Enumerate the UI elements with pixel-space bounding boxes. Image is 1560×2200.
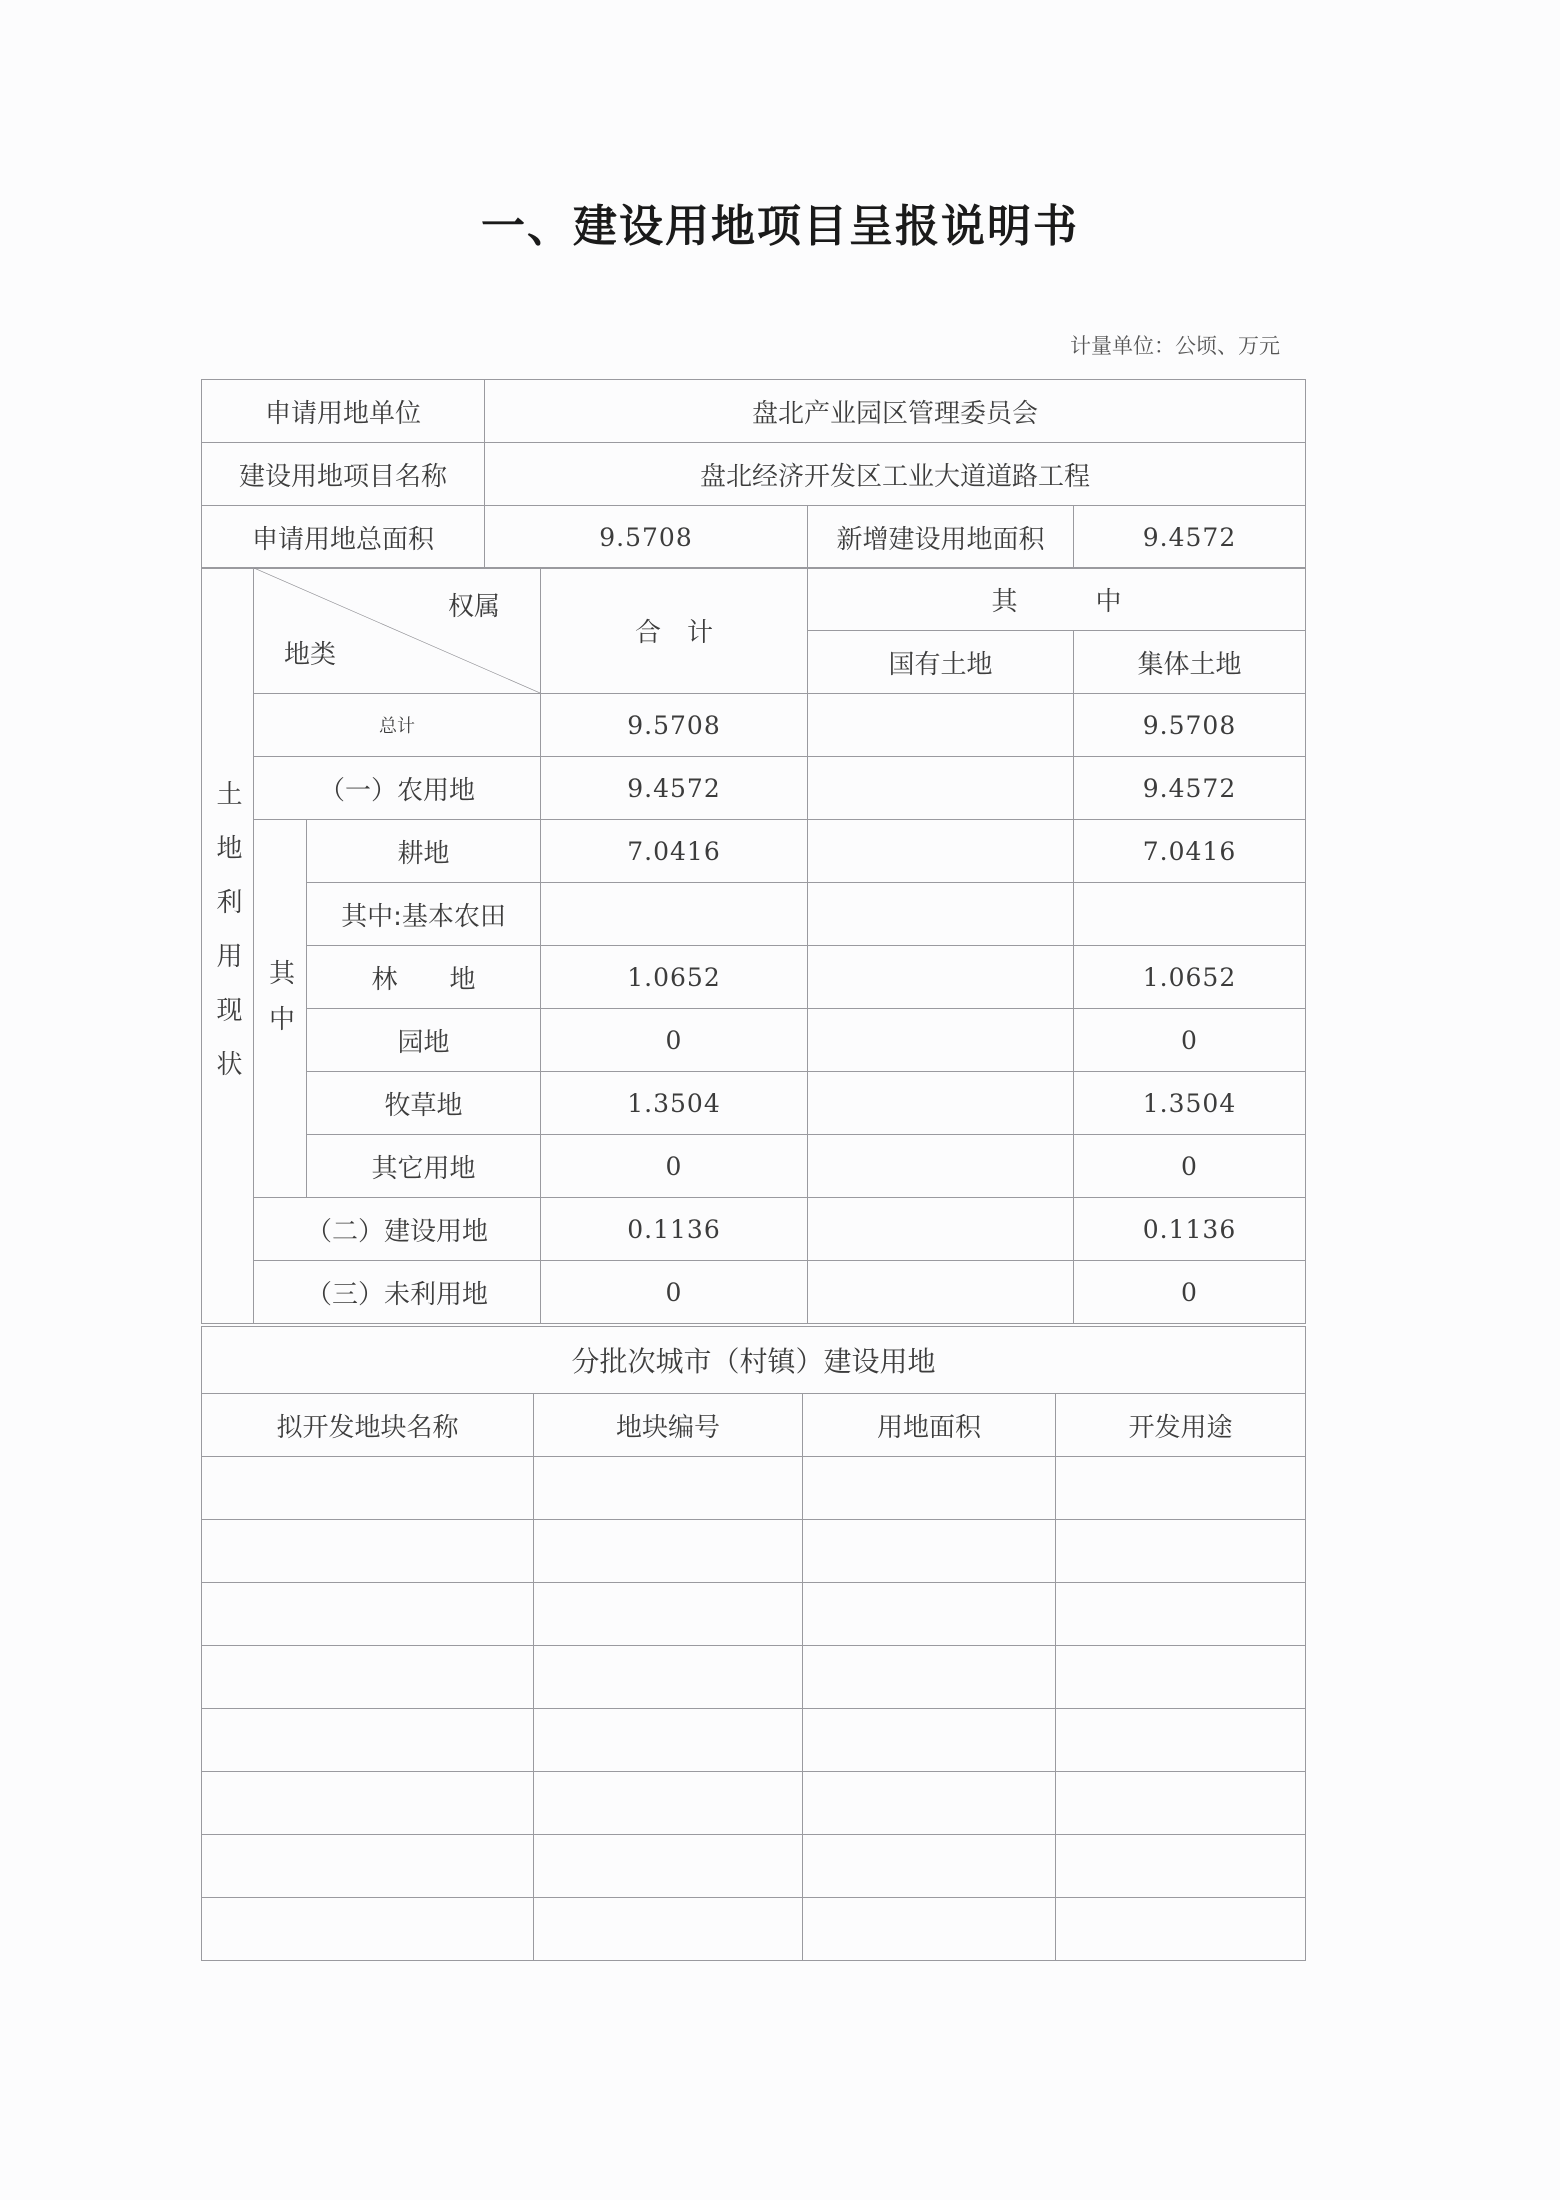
row-label: （三）未利用地 <box>254 1261 541 1324</box>
state-cell <box>808 757 1074 820</box>
batch-cell <box>534 1520 803 1583</box>
batch-title: 分批次城市（村镇）建设用地 <box>202 1327 1306 1394</box>
batch-cell <box>1056 1583 1306 1646</box>
state-cell <box>808 1261 1074 1324</box>
batch-cell <box>202 1583 534 1646</box>
table-row <box>202 1835 1306 1898</box>
batch-cell <box>202 1646 534 1709</box>
total-cell: 9.4572 <box>541 757 808 820</box>
total-cell: 7.0416 <box>541 820 808 883</box>
table-row <box>202 1709 1306 1772</box>
table-row <box>202 1898 1306 1961</box>
batch-cell <box>534 1835 803 1898</box>
applicant-label: 申请用地单位 <box>202 380 485 443</box>
table-row <box>202 380 1306 443</box>
row-label: 牧草地 <box>307 1072 541 1135</box>
batch-cell <box>534 1709 803 1772</box>
collective-cell: 9.4572 <box>1074 757 1306 820</box>
total-cell: 0 <box>541 1261 808 1324</box>
collective-cell: 0.1136 <box>1074 1198 1306 1261</box>
batch-cell <box>803 1772 1056 1835</box>
table-row <box>202 694 1306 757</box>
batch-cell <box>803 1709 1056 1772</box>
total-cell: 1.3504 <box>541 1072 808 1135</box>
table-row <box>202 1327 1306 1394</box>
collective-cell: 0 <box>1074 1009 1306 1072</box>
collective-cell: 0 <box>1074 1135 1306 1198</box>
batch-cell <box>534 1583 803 1646</box>
batch-cell <box>1056 1520 1306 1583</box>
table-row <box>202 946 1306 1009</box>
total-cell: 9.5708 <box>541 694 808 757</box>
state-cell <box>808 820 1074 883</box>
table-row <box>202 1520 1306 1583</box>
state-cell <box>808 694 1074 757</box>
batch-cell <box>803 1646 1056 1709</box>
batch-cell <box>202 1898 534 1961</box>
batch-header: 地块编号 <box>534 1394 803 1457</box>
collective-cell: 0 <box>1074 1261 1306 1324</box>
row-label: 其它用地 <box>307 1135 541 1198</box>
table-row <box>202 1261 1306 1324</box>
batch-header: 拟开发地块名称 <box>202 1394 534 1457</box>
state-cell <box>808 883 1074 946</box>
row-label: 园地 <box>307 1009 541 1072</box>
batch-cell <box>803 1835 1056 1898</box>
table-row <box>202 506 1306 569</box>
total-cell: 0 <box>541 1135 808 1198</box>
table-row <box>202 757 1306 820</box>
row-label: （二）建设用地 <box>254 1198 541 1261</box>
land-use-table <box>201 567 1306 1324</box>
table-row <box>202 820 1306 883</box>
table-row <box>202 1009 1306 1072</box>
table-row <box>202 1072 1306 1135</box>
total-area-value: 9.5708 <box>485 506 808 569</box>
state-cell <box>808 946 1074 1009</box>
table-row <box>202 1772 1306 1835</box>
batch-cell <box>1056 1646 1306 1709</box>
table-row <box>202 568 1306 631</box>
new-area-label: 新增建设用地面积 <box>808 506 1074 569</box>
batch-cell <box>803 1898 1056 1961</box>
state-cell <box>808 1009 1074 1072</box>
batch-cell <box>534 1772 803 1835</box>
batch-cell <box>202 1772 534 1835</box>
batch-cell <box>1056 1709 1306 1772</box>
batch-cell <box>1056 1772 1306 1835</box>
applicant-value: 盘北产业园区管理委员会 <box>485 380 1306 443</box>
section-label <box>202 568 254 1324</box>
table-row <box>202 1198 1306 1261</box>
collective-cell <box>1074 883 1306 946</box>
table-row <box>202 1394 1306 1457</box>
among-side-text: 其中 <box>264 959 295 1051</box>
diag-bottom-label: 地类 <box>284 640 337 670</box>
collective-cell: 7.0416 <box>1074 820 1306 883</box>
total-header: 合 计 <box>541 568 808 694</box>
batch-table <box>201 1326 1306 1961</box>
state-header: 国有土地 <box>808 631 1074 694</box>
batch-cell <box>202 1520 534 1583</box>
batch-header: 用地面积 <box>803 1394 1056 1457</box>
table-row <box>202 443 1306 506</box>
collective-cell: 1.3504 <box>1074 1072 1306 1135</box>
batch-cell <box>803 1520 1056 1583</box>
state-cell <box>808 1198 1074 1261</box>
batch-cell <box>534 1457 803 1520</box>
total-cell: 0 <box>541 1009 808 1072</box>
diagonal-header <box>254 568 541 694</box>
batch-cell <box>202 1835 534 1898</box>
state-cell <box>808 1135 1074 1198</box>
total-cell: 1.0652 <box>541 946 808 1009</box>
unit-note: 计量单位：公顷、万元 <box>1070 334 1280 358</box>
state-cell <box>808 1072 1074 1135</box>
total-area-label: 申请用地总面积 <box>202 506 485 569</box>
row-label: 林 地 <box>307 946 541 1009</box>
table-row <box>202 1646 1306 1709</box>
row-label: 其中:基本农田 <box>307 883 541 946</box>
row-label: 耕地 <box>307 820 541 883</box>
batch-cell <box>1056 1835 1306 1898</box>
diag-top-label: 权属 <box>447 592 500 622</box>
table-row <box>202 1583 1306 1646</box>
batch-cell <box>534 1898 803 1961</box>
batch-cell <box>202 1709 534 1772</box>
page-title: 一、建设用地项目呈报说明书 <box>481 201 1079 252</box>
batch-cell <box>803 1457 1056 1520</box>
project-value: 盘北经济开发区工业大道道路工程 <box>485 443 1306 506</box>
batch-cell <box>1056 1457 1306 1520</box>
table-row <box>202 883 1306 946</box>
batch-cell <box>803 1583 1056 1646</box>
project-label: 建设用地项目名称 <box>202 443 485 506</box>
collective-header: 集体土地 <box>1074 631 1306 694</box>
batch-cell <box>1056 1898 1306 1961</box>
table-row <box>202 1457 1306 1520</box>
total-cell <box>541 883 808 946</box>
total-cell: 0.1136 <box>541 1198 808 1261</box>
among-side-label <box>254 820 307 1198</box>
collective-cell: 9.5708 <box>1074 694 1306 757</box>
batch-header: 开发用途 <box>1056 1394 1306 1457</box>
batch-cell <box>202 1457 534 1520</box>
collective-cell: 1.0652 <box>1074 946 1306 1009</box>
row-label: 总计 <box>254 694 541 757</box>
section-label-text: 土地利用现状 <box>212 780 242 1104</box>
batch-cell <box>534 1646 803 1709</box>
among-header: 其 中 <box>808 568 1306 631</box>
row-label: （一）农用地 <box>254 757 541 820</box>
new-area-value: 9.4572 <box>1074 506 1306 569</box>
summary-table <box>201 379 1306 569</box>
table-row <box>202 1135 1306 1198</box>
